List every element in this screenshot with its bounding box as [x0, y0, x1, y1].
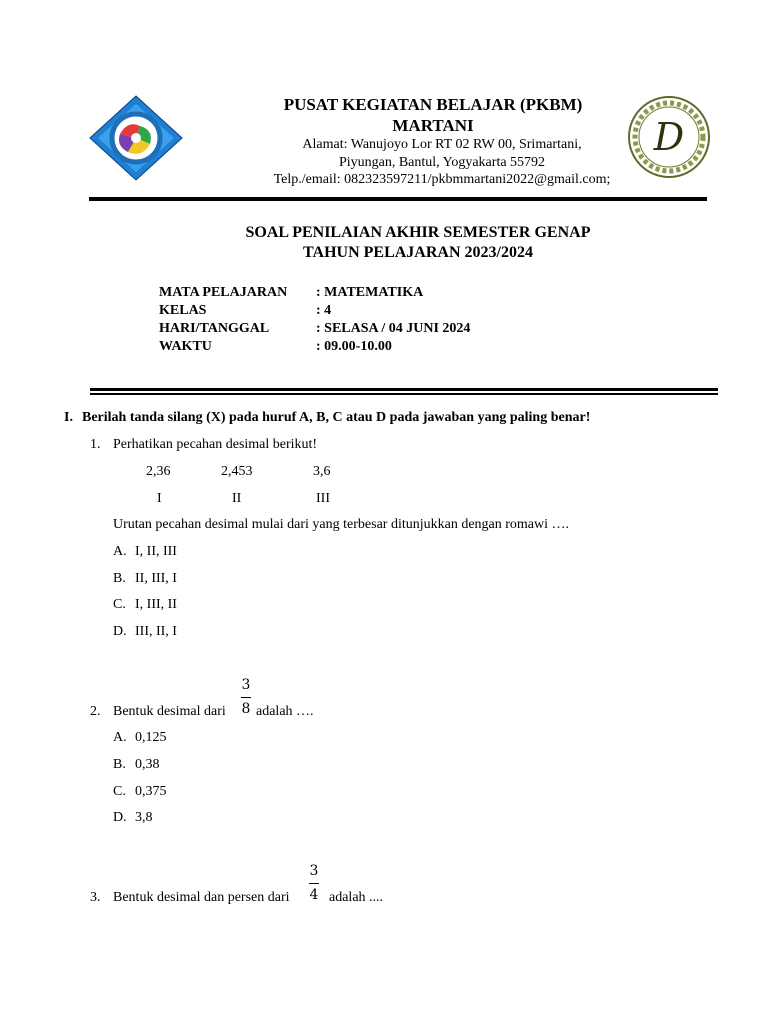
- fraction-bar: [309, 883, 319, 884]
- option-letter: A.: [113, 544, 127, 559]
- contact-line: Telp./email: 082323597211/pkbmmartani2022@gmail.com;: [273, 172, 611, 187]
- roman-label: III: [316, 491, 330, 506]
- address-line-1: Alamat: Wanujoyo Lor RT 02 RW 00, Srimartani,: [302, 137, 582, 152]
- pkbm-logo: [88, 94, 184, 182]
- info-divider-thick: [90, 388, 718, 391]
- question-1-text: Perhatikan pecahan desimal berikut!: [113, 437, 318, 452]
- info-value: : MATEMATIKA: [316, 285, 424, 300]
- info-row-class: [159, 302, 331, 320]
- question-3-text-before: Bentuk desimal dan persen dari: [113, 890, 290, 905]
- roman-label: II: [232, 491, 242, 506]
- fraction-numerator: 3: [309, 863, 319, 879]
- fraction-denominator: 8: [241, 701, 251, 717]
- question-2-number: 2.: [90, 704, 101, 719]
- question-3-number: 3.: [90, 890, 101, 905]
- option-letter: D.: [113, 624, 127, 639]
- fraction-bar: [241, 697, 251, 698]
- info-divider-thin: [90, 393, 718, 395]
- question-2-text-after: adalah ….: [256, 704, 314, 719]
- option-letter: A.: [113, 730, 127, 745]
- info-label: MATA PELAJARAN: [159, 285, 288, 300]
- decimal-value: 2,36: [146, 464, 171, 479]
- option-text: II, III, I: [135, 571, 177, 586]
- info-value: : 4: [316, 303, 332, 318]
- option-text: III, II, I: [135, 624, 177, 639]
- info-value: : SELASA / 04 JUNI 2024: [316, 321, 471, 336]
- info-label: KELAS: [159, 303, 207, 318]
- option-letter: B.: [113, 757, 126, 772]
- institution-line-1: PUSAT KEGIATAN BELAJAR (PKBM): [283, 95, 583, 114]
- option-letter: D.: [113, 810, 127, 825]
- option-text: I, II, III: [135, 544, 177, 559]
- info-row-time: [159, 338, 392, 356]
- info-label: HARI/TANGGAL: [159, 321, 270, 336]
- option-text: 3,8: [135, 810, 153, 825]
- question-1-prompt: Urutan pecahan desimal mulai dari yang terbesar ditunjukkan dengan romawi ….: [113, 517, 570, 532]
- option-text: I, III, II: [135, 597, 177, 612]
- institution-address: [200, 136, 684, 189]
- header-divider: [89, 197, 707, 201]
- fraction-numerator: 3: [241, 677, 251, 693]
- info-row-date: [159, 320, 470, 338]
- exam-title: [120, 223, 716, 263]
- institution-name: [200, 94, 666, 136]
- option-letter: C.: [113, 784, 126, 799]
- option-text: 0,125: [135, 730, 167, 745]
- info-row-subject: [159, 284, 423, 302]
- roman-label: I: [157, 491, 162, 506]
- exam-title-line-1: SOAL PENILAIAN AKHIR SEMESTER GENAP: [245, 224, 591, 241]
- option-letter: C.: [113, 597, 126, 612]
- option-text: 0,38: [135, 757, 160, 772]
- info-label: WAKTU: [159, 339, 212, 354]
- address-line-2: Piyungan, Bantul, Yogyakarta 55792: [338, 154, 546, 170]
- question-2-text-before: Bentuk desimal dari: [113, 704, 226, 719]
- info-value: : 09.00-10.00: [316, 339, 392, 354]
- institution-line-2: MARTANI: [392, 116, 474, 135]
- decimal-value: 3,6: [313, 464, 331, 479]
- option-letter: B.: [113, 571, 126, 586]
- section-number: I.: [64, 410, 73, 425]
- option-text: 0,375: [135, 784, 167, 799]
- exam-title-line-2: TAHUN PELAJARAN 2023/2024: [303, 244, 533, 261]
- fraction-denominator: 4: [309, 887, 319, 903]
- question-3-text-after: adalah ....: [329, 890, 384, 905]
- decimal-value: 2,453: [221, 464, 253, 479]
- question-1-number: 1.: [90, 437, 101, 452]
- seal-letter: D: [653, 115, 685, 159]
- section-instruction: Berilah tanda silang (X) pada huruf A, B, C atau D pada jawaban yang paling benar!: [82, 410, 591, 425]
